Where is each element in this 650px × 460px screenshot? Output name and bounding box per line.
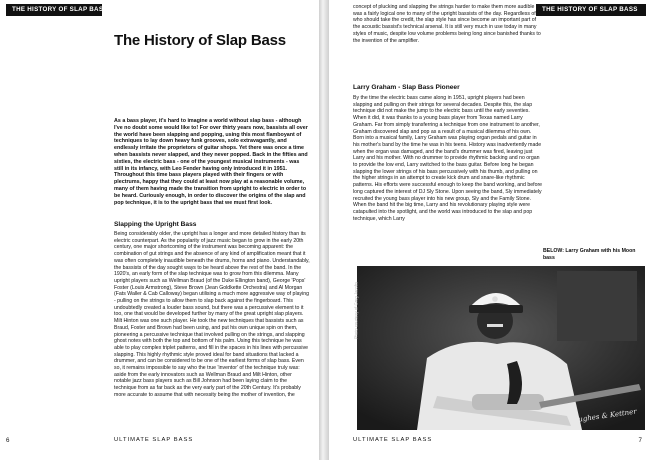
signature: Hughes & Kettner	[571, 407, 638, 425]
footer-title: ULTIMATE SLAP BASS	[353, 437, 433, 443]
right-page	[329, 0, 650, 460]
footer-title: ULTIMATE SLAP BASS	[114, 437, 194, 443]
photo-credit: Photo courtesy of Greg Jacobs	[353, 281, 359, 340]
body-text: By the time the electric bass came along in 1951, upright players had been slapping and pulling on their strings for several decades. Despite this, the slap technique did not make the jump to the electric bass until the early seventies. When it did, it was thanks to a young bass player from Texas named Larry Graham. Far from simply transferring a technique from one instrument to another, Graham discovered slap and pop as a result of a musical dilemma of his own. Born into a musical family, Larry Graham was playing organ pedals and guitar in his mother's band by the time he was in his teens. History was inadvertently made when the organ was damaged, and the band's drummer was fired, leaving just Larry and his mother. With no drummer to provide rhythmic backing and no organ to provide the low end, Larry switched to the bass guitar. Before long he began slapping the lower strings of his bass percussively with his thumb, and pulling on the higher strings in an attempt to create kick drum and snare-like rhythmic patterns. His efforts were successful enough to keep the band working, and before long captured the interest of DJ Sly Stone. Upon seeing the band, Sly immediately recruited the young bass player into his new group, Sly and the Family Stone. When the band hit the big time, Larry and his revolutionary playing style were catapulted into the spotlight, and the world was introduced to the slap and pop technique, which Larry	[353, 95, 543, 222]
left-page	[0, 0, 319, 460]
body-text: concept of plucking and slapping the strings harder to make them more audible was a fairly logical one to many of the upright bassists of the day. Regardless of who should take the credit, the slap style has since become an important part of the acoustic bassist's technical arsenal. It is still very much in use today in many styles of music, despite low volume problems being long since banished thanks to the invention of the amplifier.	[353, 4, 541, 44]
larry-graham-photo	[353, 266, 645, 430]
book-gutter	[319, 0, 329, 460]
intro-paragraph: As a bass player, it's hard to imagine a world without slap bass - although I've no doubt some would like to! For over thirty years now, bassists all over the world have been slapping and popping, using this most flamboyant of techniques to lay down heavy funk grooves, solo extravagantly, and endlessly irritate the proprietors of guitar shops. Yet there was once a time when bassists never slapped, and they never popped. Back in the fifties and sixties, the electric bass - one of the youngest musical instruments - was still in its infancy, with Leo Fender having only introduced it in 1951. Throughout this time bass players played with their fingers or with plectrums, happy that they could at least now play at a reasonable volume, many of them having made the transition from upright to electric in order to be heard. Curiously enough, in order to discover the origins of the slap and pop technique, it is to the upright bass that we must first look.	[114, 118, 308, 206]
section-heading: Larry Graham - Slap Bass Pioneer	[353, 84, 460, 91]
body-text: Being considerably older, the upright has a longer and more detailed history than its electric counterpart. As the popularity of jazz music began to grow in the early 20th century, one major shortcoming of the instrument was becoming apparent: the combination of gut strings and the absence of any kind of amplification meant that it was often completely inaudible beneath the drums, horns and piano. Understandably, the bassists of the day sought ways to be heard above the rest of the band. In the 1920's, an early form of the slap technique was to grow from this dilemma. Many upright players such as Wellman Braud (of the Duke Ellington band), George 'Pops' Foster (Louis Armstrong), Steve Brown (Jean Goldkette Orchestra) and Al Morgan (Fats Waller & Cab Calloway) began utilising a much more aggressive way of playing - pulling on the strings to allow them to slap back against the fingerboard. This undoubtedly created a louder bass sound, but there was a percussive element to it too, one that would be developed further by many of the great upright slap players. Milt Hinton was one such player. He took the new techniques that bassists such as Braud, Foster and Brown had been using, and put his own unique spin on them, pioneering a percussive technique that involved pulling on the strings, and slapping ghost notes with both the top and bottom of his palm. Using this technique he was able to play complex triplet patterns, and fill in the spaces in his lines with percussive slapping. This highly rhythmic style proved ideal for band situations that lacked a drummer, and can be considered to be one of the earliest forms of slap bass. Even so, it remains impossible to say who the true 'inventor' of the technique truly was: aside from the early innovators such as Wellman Braud and Milt Hinton, other notable jazz bass players such as Bill Johnson had been laying claim to the technique from as far back as the very early part of the 20th Century. It's probably more accurate to assume that with necessity being the mother of invention, the	[114, 231, 310, 398]
page-title: The History of Slap Bass	[114, 32, 286, 49]
header-tab: THE HISTORY OF SLAP BASS	[6, 4, 102, 16]
page-number: 7	[638, 437, 642, 444]
photo-caption: BELOW: Larry Graham with his Moon bass	[543, 248, 636, 261]
section-heading: Slapping the Upright Bass	[114, 221, 197, 228]
header-tab: THE HISTORY OF SLAP BASS	[536, 4, 646, 16]
page-number: 6	[6, 437, 10, 444]
